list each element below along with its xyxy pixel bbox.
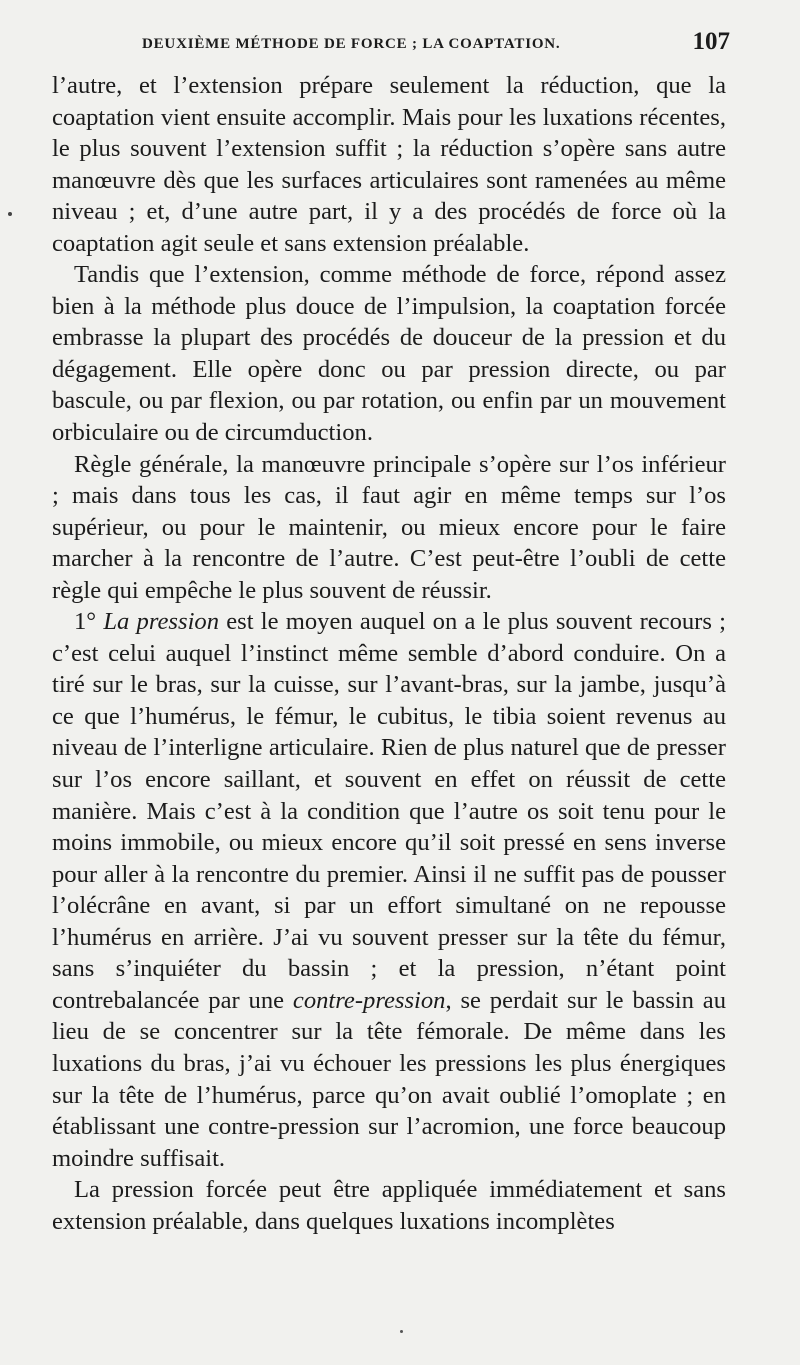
paragraph-text: , se perdait sur le bassin au lieu de se concentrer sur la tête fémorale. De même dans les luxations du bras, j’ai vu échouer les pressions les plus énergiques sur la tête de l’humérus, parce qu’on avait oublié l’omoplate ; en établissant une contre-pression sur l’acromion, une force beaucoup moindre suffisait. [52, 986, 726, 1172]
paragraph-text: Tandis que l’extension, comme méthode de force, répond assez bien à la méthode plus douce de l’impulsion, la coaptation forcée embrasse la plupart des procédés de douceur de la pression et du dégagement. Elle opère donc ou par pression directe, ou par bascule, ou par flexion, ou par rotation, ou enfin par un mouvement orbiculaire ou de circumduction. [52, 261, 726, 447]
margin-mark [8, 212, 12, 216]
body-text [52, 70, 726, 1237]
paragraph-text: La pression forcée peut être appliquée immédiatement et sans extension préalable, dans quelques luxations incomplètes [52, 1176, 726, 1235]
paragraph [52, 606, 726, 1174]
page-speck [400, 1330, 403, 1333]
paragraph [52, 259, 726, 448]
paragraph-text: 1° [74, 608, 104, 636]
paragraph-text: l’autre, et l’extension prépare seulement la réduction, que la coaptation vient ensuite accomplir. Mais pour les luxations récentes, le plus souvent l’extension suffit ; la réduction s’opère sans autre manœuvre dès que les surfaces articulaires sont ramenées au même niveau ; et, d’une autre part, il y a des procédés de force où la coaptation agit seule et sans extension préalable. [52, 72, 726, 257]
running-head [52, 28, 730, 62]
running-title: DEUXIÈME MÉTHODE DE FORCE ; LA COAPTATION. [142, 36, 561, 52]
paragraph [52, 1174, 726, 1237]
italic-term: contre-pression [292, 986, 446, 1014]
italic-term: La pression [103, 608, 219, 636]
paragraph-text: Règle générale, la manœuvre principale s’opère sur l’os inférieur ; mais dans tous les cas, il faut agir en même temps sur l’os supérieur, ou pour le maintenir, ou mieux encore pour le faire marcher à la rencontre de l’autre. C’est peut-être l’oubli de cette règle qui empêche le plus souvent de réussir. [52, 450, 726, 604]
paragraph [52, 70, 726, 259]
paragraph-text: est le moyen auquel on a le plus souvent recours ; c’est celui auquel l’instinct même semble d’abord conduire. On a tiré sur le bras, sur la cuisse, sur l’avant-bras, sur la jambe, jusqu’à ce que l’humérus, le fémur, le cubitus, le tibia soient revenus au niveau de l’interligne articulaire. Rien de plus naturel que de presser sur l’os encore saillant, et souvent en effet on réussit de cette manière. Mais c’est à la condition que l’autre os soit tenu pour le moins immobile, ou mieux encore qu’il soit pressé en sens inverse pour aller à la rencontre du premier. Ainsi il ne suffit pas de pousser l’olécrâne en avant, si par un effort simultané on ne repousse l’humérus en arrière. J’ai vu souvent presser sur la tête du fémur, sans s’inquiéter du bassin ; et la pression, n’étant point contrebalancée par une [52, 608, 726, 1014]
paragraph [52, 449, 726, 607]
page-number: 107 [692, 28, 730, 55]
